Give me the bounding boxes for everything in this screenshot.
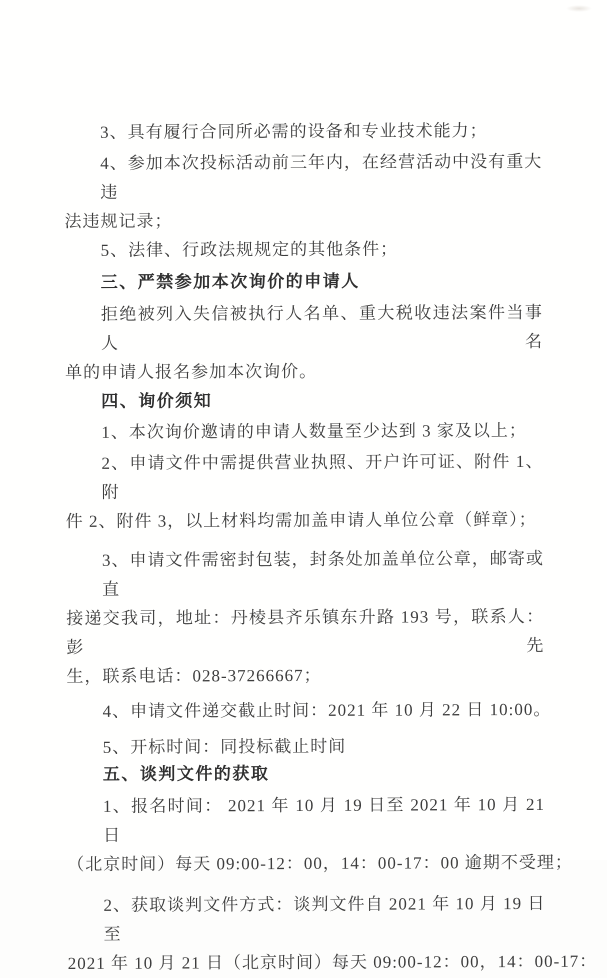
text-line: 3、具有履行合同所必需的设备和专业技术能力；: [100, 121, 488, 142]
document-content: [64, 116, 598, 978]
paragraph: [65, 416, 543, 447]
text-line: 单的申请人报名参加本次询价。: [65, 361, 318, 382]
text-line: 件 2、附件 3，以上材料均需加盖申请人单位公章（鲜章）；: [65, 509, 537, 531]
paragraph: [66, 544, 545, 691]
section-heading: [67, 758, 545, 789]
paragraph: [64, 147, 542, 236]
text-line: （北京时间）每天 09:00-12：00，14：00-17：00 逾期不受理；: [67, 852, 573, 874]
text-line: 法违规记录；: [64, 211, 173, 231]
text-line: 1、本次询价邀请的申请人数量至少达到 3 家及以上；: [101, 420, 527, 442]
text-line: 2、获取谈判文件方式：谈判文件自 2021 年 10 月 19 日至: [103, 893, 546, 944]
paragraph: [64, 116, 542, 147]
heading-text: 四、询价须知: [101, 391, 213, 411]
paragraph: [65, 234, 543, 265]
text-line: 4、申请文件递交截止时间：2021 年 10 月 22 日 10:00。: [102, 699, 552, 721]
text-line: 生，联系电话：028-37266667；: [66, 665, 322, 686]
text-line: 拒绝被列入失信被执行人名单、重大税收违法案件当事人名: [100, 302, 544, 353]
paragraph: [65, 298, 543, 387]
text-line: 5、法律、行政法规规定的其他条件；: [100, 239, 399, 260]
paragraph: [65, 447, 543, 536]
text-line: 4、参加本次投标活动前三年内，在经营活动中没有重大违: [100, 151, 543, 202]
text-line: 接递交我司，地址：丹棱县齐乐镇东升路 193 号，联系人：彭先: [66, 606, 545, 657]
scan-noise-artifact: [566, 5, 592, 12]
paragraph: [67, 889, 598, 978]
paragraph: [67, 695, 552, 726]
heading-text: 五、谈判文件的获取: [102, 764, 270, 784]
text-line: 2021 年 10 月 21 日（北京时间）每天 09:00-12：00，14：00-17：: [67, 951, 598, 973]
text-line: 5、开标时间：同投标截止时间: [102, 736, 347, 757]
text-line: 3、申请文件需密封包装，封条处加盖单位公章，邮寄或直: [101, 548, 544, 599]
text-line: 1、报名时间： 2021 年 10 月 19 日至 2021 年 10 月 21 日: [102, 794, 546, 845]
paragraph: [67, 790, 573, 879]
section-heading: [65, 266, 543, 297]
section-heading: [65, 385, 543, 416]
text-line: 2、申请文件中需提供营业执照、开户许可证、附件 1、附: [101, 451, 544, 502]
heading-text: 三、严禁参加本次询价的申请人: [100, 271, 360, 292]
